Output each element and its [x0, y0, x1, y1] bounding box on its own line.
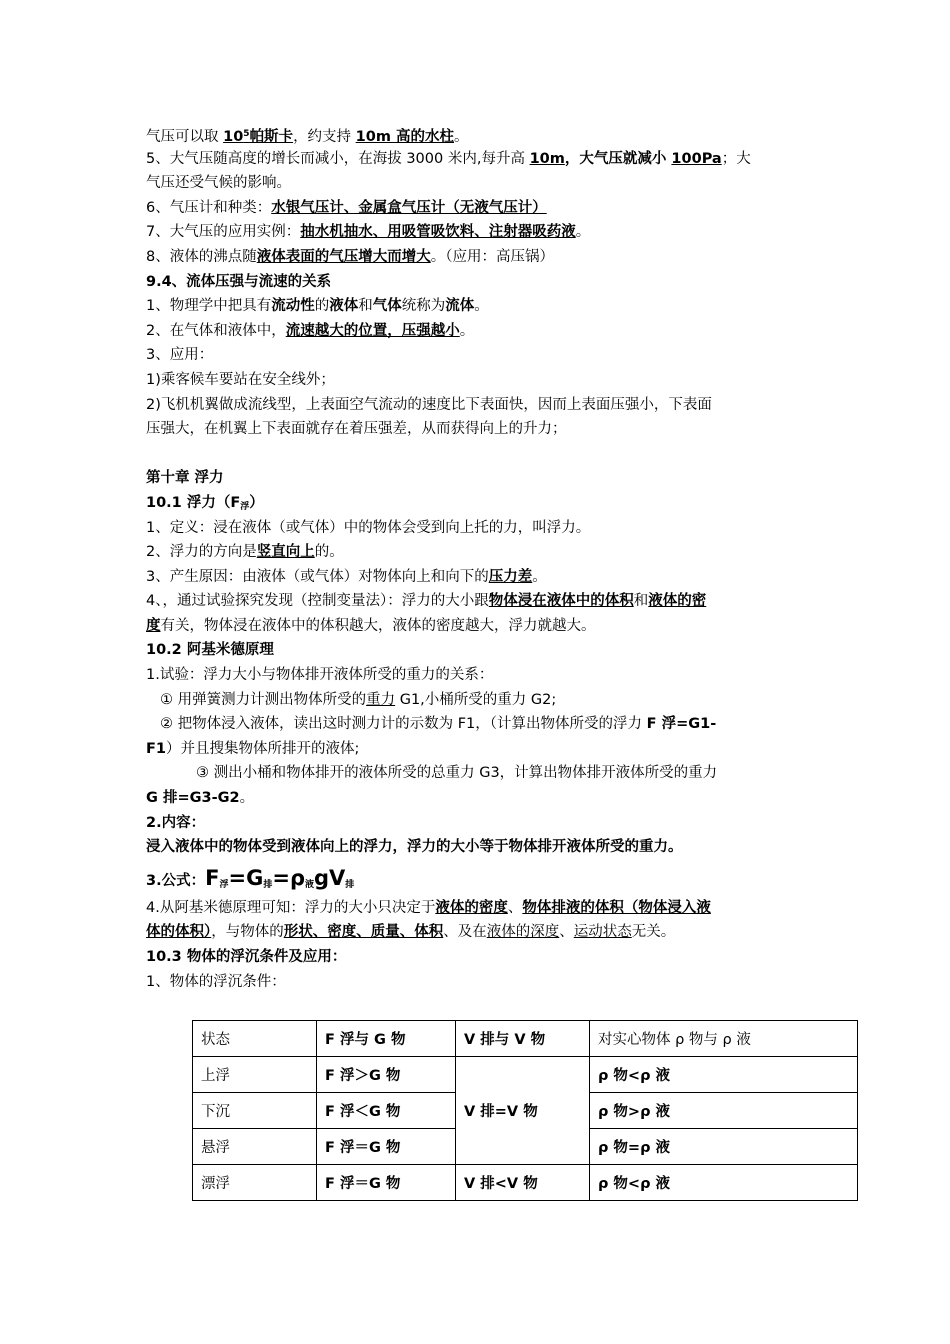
section-heading-10-3: 10.3 物体的浮沉条件及应用： — [146, 949, 347, 965]
line-app-2-cont: 压强大，在机翼上下表面就存在着压强差，从而获得向上的升力； — [146, 421, 567, 438]
symbol: =G — [228, 865, 264, 890]
key-term: 水银气压计、金属盒气压计（无液气压计） — [271, 199, 547, 216]
line-def: 1、定义：浸在液体（或气体）中的物体会受到向上托的力，叫浮力。 — [146, 519, 591, 536]
subscript: 浮 — [219, 879, 229, 890]
step-1 — [146, 688, 810, 713]
chapter-heading: 第十章 浮力 — [146, 470, 224, 487]
text: 的。 — [314, 544, 344, 561]
key-term: 流速越大的位置，压强越小 — [285, 322, 460, 339]
text: 气压可以取 — [146, 129, 224, 145]
section-heading-10-2: 10.2 阿基米德原理 — [146, 642, 274, 659]
key-term: 气体 — [372, 298, 402, 315]
force-cell: F 浮＝G 物 — [317, 1165, 456, 1201]
text: 统称为 — [401, 298, 446, 315]
pascal-value — [223, 129, 293, 145]
key-term: 物体浸在液体中的体积 — [488, 593, 634, 610]
text: 3、产生原因：由液体（或气体）对物体向上和向下的 — [146, 568, 489, 585]
key-term: 液体的深度 — [486, 924, 560, 941]
state-cell: 下沉 — [193, 1093, 317, 1129]
key-term: 液体的密度 — [435, 899, 508, 916]
text: ）并且搜集物体所排开的液体; — [166, 740, 360, 757]
text: 10 — [223, 129, 244, 145]
text: 、 — [507, 899, 523, 916]
line-fluid-2 — [146, 319, 810, 344]
text: 。 — [474, 298, 489, 315]
key-term: 物体排液的体积（物体浸入液 — [522, 899, 711, 916]
density-cell: ρ 物=ρ 液 — [590, 1129, 858, 1165]
key-term: 体的体积） — [146, 924, 212, 941]
text: 、及在 — [443, 924, 487, 941]
text: 和 — [633, 593, 649, 610]
line-fluid-3: 3、应用： — [146, 347, 214, 364]
line-depends-cont — [146, 920, 810, 945]
text: 2、浮力的方向是 — [146, 544, 257, 561]
text: 10.1 浮力（F — [146, 494, 241, 511]
content-label: 2.内容： — [146, 814, 206, 831]
text: 6、气压计和种类： — [146, 199, 272, 216]
key-term: 液体表面的气压增大而增大 — [256, 248, 431, 265]
key-term: 液体 — [329, 298, 359, 315]
line-factors — [146, 589, 810, 614]
step-3-cont — [146, 786, 810, 811]
table-row — [193, 1165, 858, 1201]
formula-inline: G 排=G3-G2 — [146, 790, 240, 807]
force-cell: F 浮＞G 物 — [317, 1057, 456, 1093]
line-fluid-1 — [146, 294, 810, 319]
exponent: 5 — [243, 129, 250, 139]
step-2 — [146, 712, 810, 737]
line-5-cont — [146, 171, 810, 196]
state-cell: 上浮 — [193, 1057, 317, 1093]
density-cell: ρ 物>ρ 液 — [590, 1093, 858, 1129]
text: ，大气压就减小 — [564, 150, 672, 167]
formula-inline: F 浮=G1- — [646, 716, 717, 733]
formula-inline: F1 — [146, 740, 166, 757]
text: 、 — [559, 924, 574, 941]
table-row — [193, 1057, 858, 1093]
section-heading-10-1 — [146, 491, 810, 516]
line-depends — [146, 896, 810, 921]
line-atm-value — [146, 122, 810, 147]
line-6 — [146, 196, 810, 221]
text: 。（应用：高压锅） — [430, 248, 554, 265]
subscript: 液 — [304, 879, 314, 890]
line-app-1: 1)乘客候车要站在安全线外； — [146, 371, 335, 388]
text: ，与物体的 — [211, 924, 284, 941]
key-term: 重力 — [366, 691, 396, 708]
text: ② 把物体浸入液体，读出这时测力计的示数为 F1，（计算出物体所受的浮力 — [160, 716, 647, 733]
key-term: 流体 — [445, 298, 475, 315]
key-term: 流动性 — [271, 298, 315, 315]
text: 。 — [575, 224, 591, 241]
line-conditions: 1、物体的浮沉条件： — [146, 973, 286, 990]
symbol: gV — [314, 865, 346, 890]
text: 。 — [239, 790, 255, 807]
text: 7、大气压的应用实例： — [146, 224, 301, 241]
subscript: 排 — [345, 879, 355, 890]
density-cell: ρ 物<ρ 液 — [590, 1165, 858, 1201]
state-cell: 悬浮 — [193, 1129, 317, 1165]
line-cause — [146, 565, 810, 590]
text: 气压还受气候的影响。 — [146, 175, 291, 192]
document-body — [146, 122, 810, 994]
symbol: =ρ — [272, 865, 305, 890]
key-term: 100Pa — [671, 150, 722, 167]
text: 5、大气压随高度的增长而减小，在海拔 3000 米内,每升高 — [146, 150, 530, 167]
key-term: 抽水机抽水、用吸管吸饮料、注射器吸药液 — [300, 224, 576, 241]
volume-cell: V 排=V 物 — [456, 1057, 590, 1165]
key-term: 形状、密度、质量、体积 — [283, 924, 444, 941]
subscript: 浮 — [240, 501, 250, 512]
text: 。 — [454, 129, 469, 145]
text: 和 — [358, 298, 373, 315]
key-term: 度 — [146, 617, 161, 634]
text: 的 — [314, 298, 330, 315]
text: ① 用弹簧测力计测出物体所受的 — [160, 691, 367, 708]
text: ，约支持 — [293, 129, 356, 145]
step-2-cont — [146, 737, 810, 762]
text: 。 — [532, 568, 547, 585]
blank-line — [146, 442, 810, 467]
table-header: V 排与 V 物 — [456, 1021, 590, 1057]
line-5 — [146, 147, 810, 172]
buoyancy-formula — [146, 860, 810, 896]
text: 1、物理学中把具有 — [146, 298, 272, 315]
line-app-2: 2)飞机机翼做成流线型，上表面空气流动的速度比下表面快，因而上表面压强小，下表面 — [146, 396, 712, 413]
text: 无关。 — [631, 924, 676, 941]
text: 8、液体的沸点随 — [146, 248, 257, 265]
text: 4、，通过试验探究发现（控制变量法）：浮力的大小跟 — [146, 593, 489, 610]
volume-cell: V 排<V 物 — [456, 1165, 590, 1201]
water-column: 10m 高的水柱 — [355, 129, 455, 145]
text: ） — [249, 494, 264, 511]
text: 有关，物体浸在液体中的体积越大，液体的密度越大，浮力就越大。 — [160, 617, 596, 634]
subscript: 排 — [263, 879, 273, 890]
force-cell: F 浮＝G 物 — [317, 1129, 456, 1165]
force-cell: F 浮＜G 物 — [317, 1093, 456, 1129]
key-term: 运动状态 — [573, 924, 632, 941]
key-term: 10m — [529, 150, 565, 167]
text: 。 — [459, 322, 475, 339]
float-sink-table — [192, 1020, 858, 1201]
key-term: 竖直向上 — [256, 544, 315, 561]
line-direction — [146, 540, 810, 565]
text: 3.公式： — [146, 872, 206, 889]
table-header: 状态 — [193, 1021, 317, 1057]
table-header: F 浮与 G 物 — [317, 1021, 456, 1057]
density-cell: ρ 物<ρ 液 — [590, 1057, 858, 1093]
archimedes-statement: 浸入液体中的物体受到液体向上的浮力，浮力的大小等于物体排开液体所受的重力。 — [146, 839, 683, 856]
text: ；大 — [721, 150, 751, 167]
line-factors-cont — [146, 614, 810, 639]
key-term: 液体的密 — [648, 593, 707, 610]
text: 4.从阿基米德原理可知：浮力的大小只决定于 — [146, 899, 436, 916]
section-heading-9-4: 9.4、流体压强与流速的关系 — [146, 273, 332, 290]
line-8 — [146, 245, 810, 270]
key-term: 压力差 — [488, 568, 533, 585]
text: G1,小桶所受的重力 G2; — [395, 691, 557, 708]
line-7 — [146, 220, 810, 245]
state-cell: 漂浮 — [193, 1165, 317, 1201]
table-header: 对实心物体 ρ 物与 ρ 液 — [590, 1021, 858, 1057]
line-experiment: 1.试验：浮力大小与物体排开液体所受的重力的关系： — [146, 667, 494, 684]
step-3: ③ 测出小桶和物体排开的液体所受的总重力 G3，计算出物体排开液体所受的重力 — [196, 765, 718, 782]
symbol: F — [205, 865, 220, 890]
text: 帕斯卡 — [249, 129, 294, 145]
table-header-row — [193, 1021, 858, 1057]
text: 2、在气体和液体中， — [146, 322, 286, 339]
